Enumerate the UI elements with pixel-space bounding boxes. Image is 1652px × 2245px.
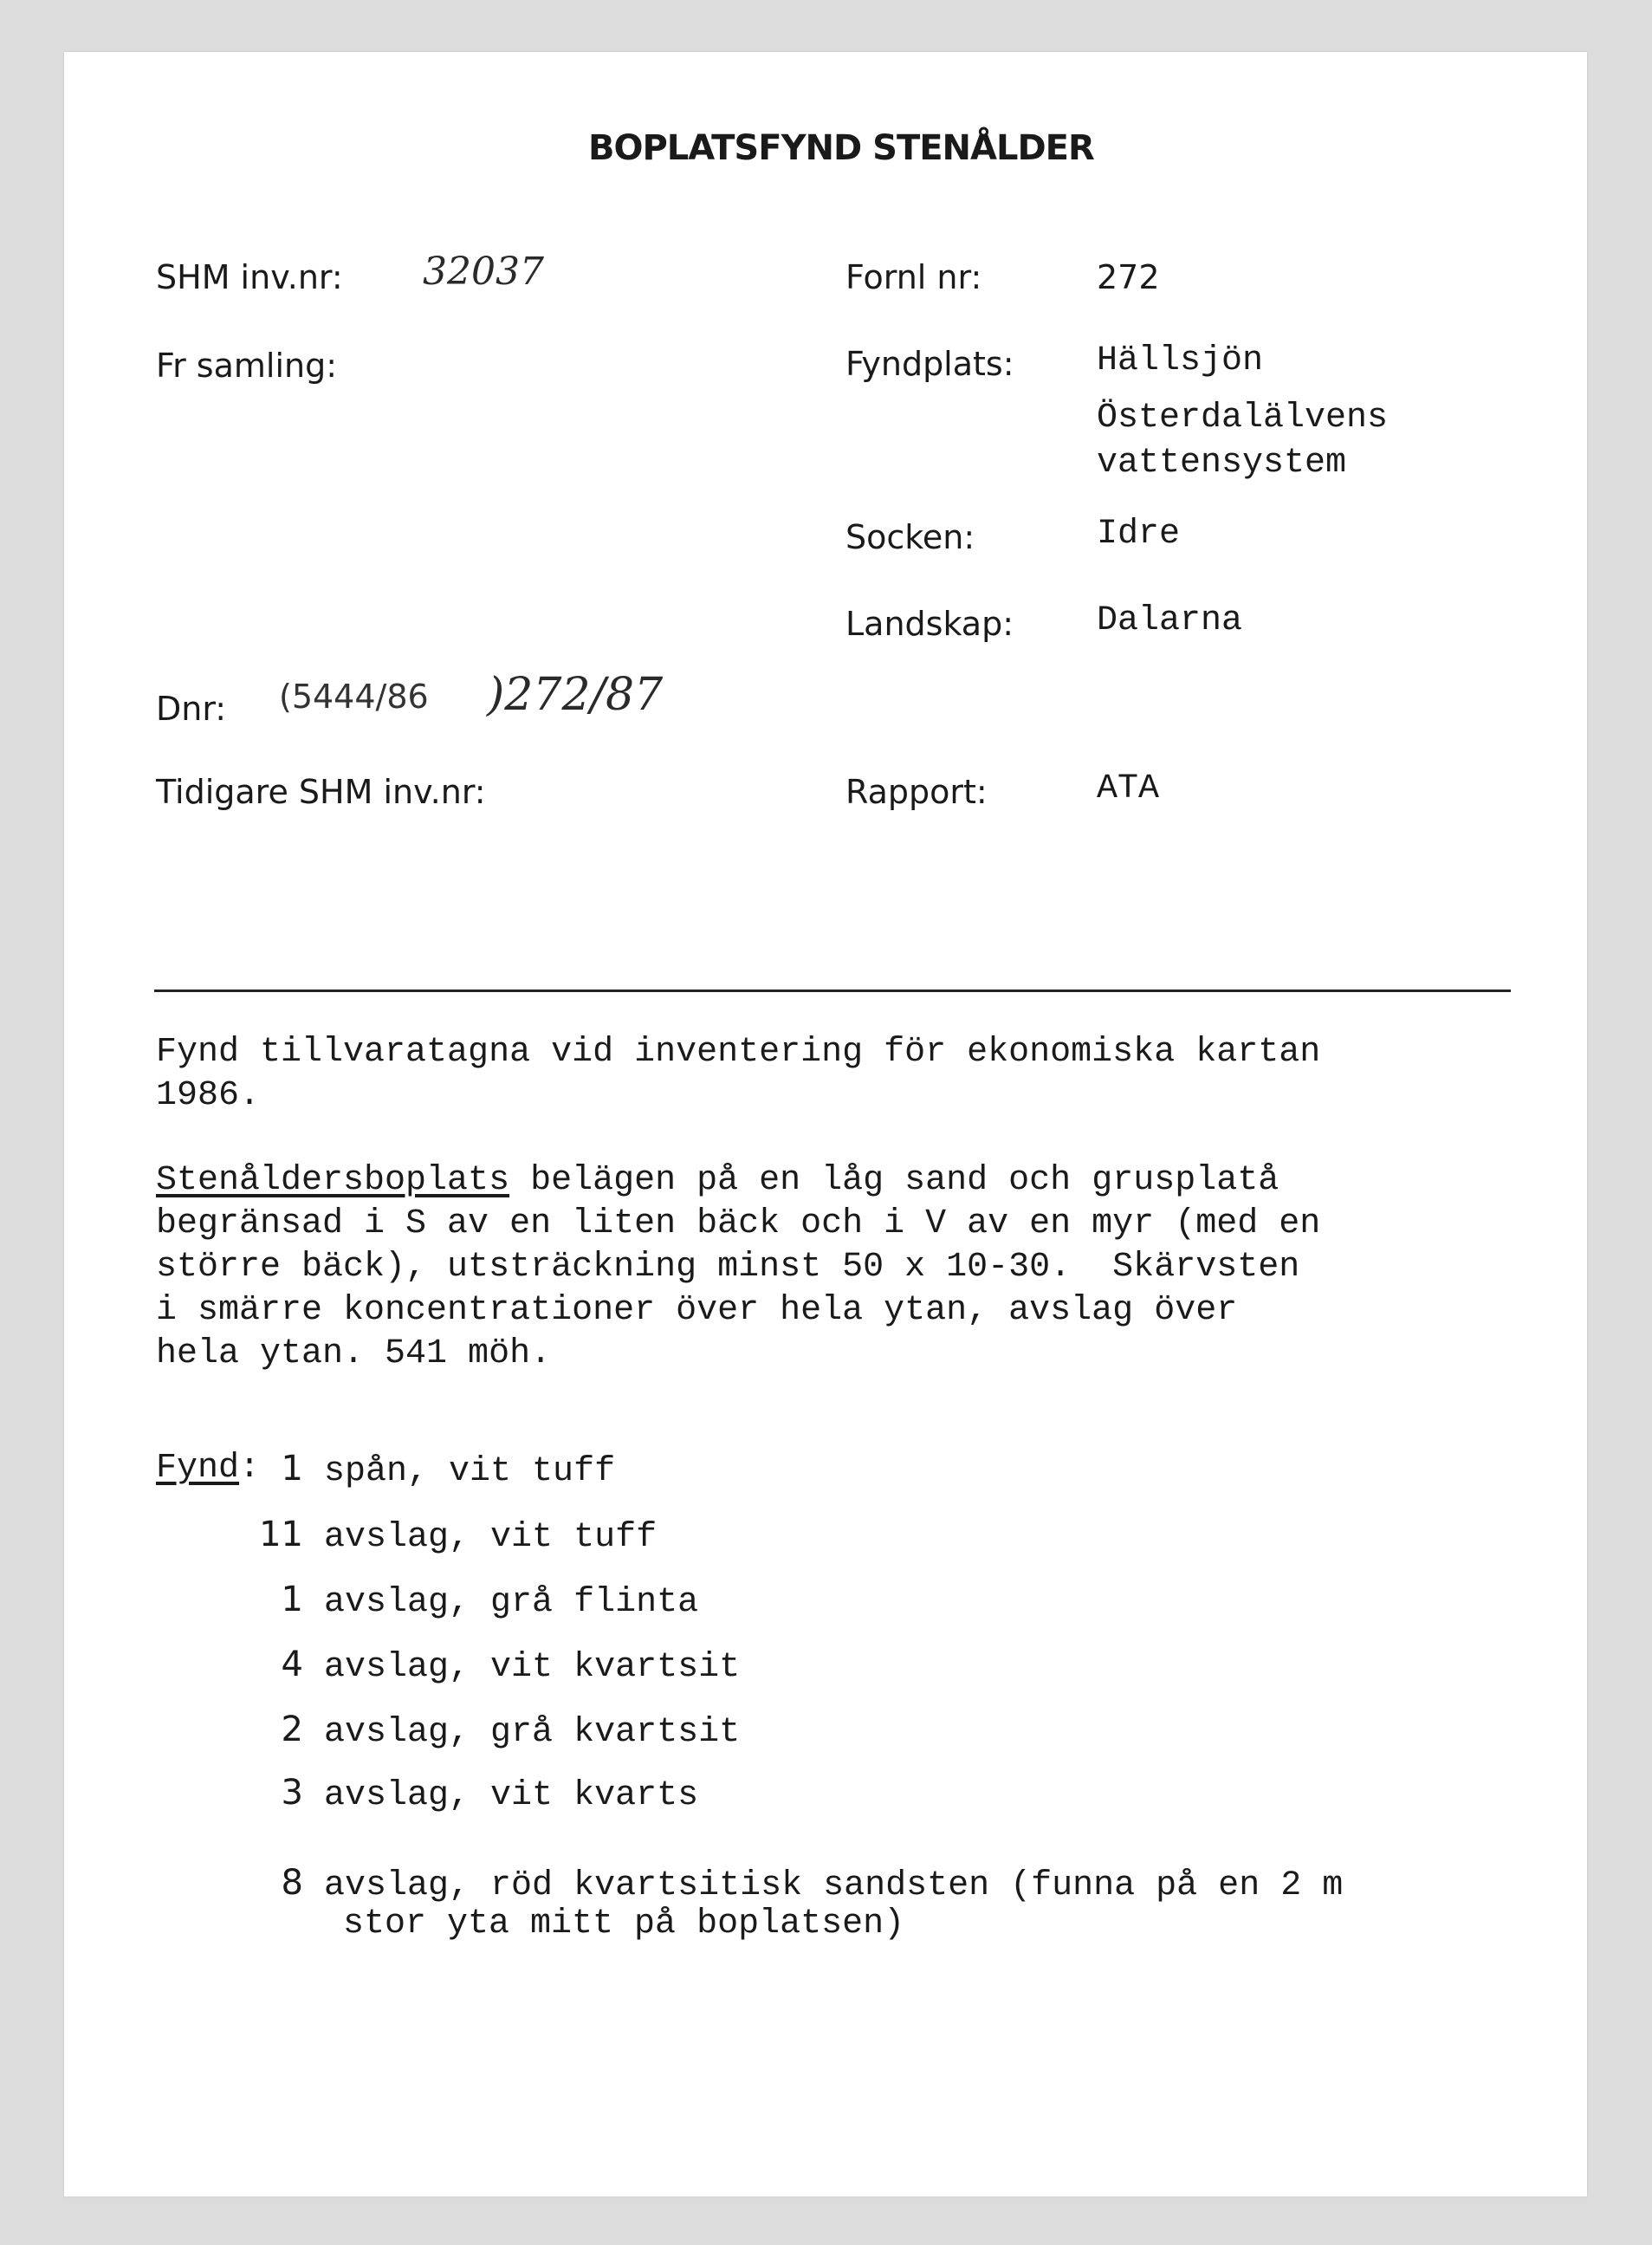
- fr-samling-label: Fr samling:: [156, 347, 338, 385]
- card-title: BOPLATSFYND STENÅLDER: [588, 128, 1094, 168]
- fyndplats-line-3: vattensystem: [1097, 444, 1347, 483]
- index-card: [64, 52, 1587, 2196]
- shm-inv-label: SHM inv.nr:: [156, 258, 343, 296]
- find-item-continuation: stor yta mitt på boplatsen): [343, 1904, 905, 1943]
- description-line-3: större bäck), utsträckning minst 50 x 10-30. Skärvsten: [156, 1248, 1300, 1287]
- intro-line-2: 1986.: [156, 1076, 261, 1115]
- find-item: [246, 1863, 1343, 1905]
- find-text: avslag, röd kvartsitisk sandsten (funna på en 2 m: [324, 1866, 1344, 1905]
- socken-label: Socken:: [845, 518, 975, 556]
- fyndplats-line-1: Hällsjön: [1097, 341, 1264, 380]
- find-item: [246, 1645, 740, 1687]
- find-text: avslag, vit tuff: [324, 1518, 658, 1557]
- find-qty: 2: [281, 1710, 303, 1749]
- dnr-value-handwritten: )272/87: [487, 669, 664, 721]
- landskap-label: Landskap:: [845, 605, 1014, 643]
- fornl-nr-value: 272: [1097, 258, 1160, 296]
- find-item: [246, 1710, 740, 1752]
- description-line-1-rest: belägen på en låg sand och grusplatå: [509, 1161, 1279, 1200]
- find-item: [246, 1515, 657, 1557]
- finds-heading: [156, 1449, 260, 1488]
- find-item: [246, 1449, 615, 1491]
- divider-line: [154, 989, 1511, 992]
- shm-inv-value: 32037: [423, 250, 544, 294]
- fyndplats-line-2: Österdalälvens: [1097, 399, 1389, 438]
- description-line-1: [156, 1159, 1279, 1203]
- find-qty: 4: [281, 1645, 303, 1684]
- find-text: avslag, grå kvartsit: [324, 1713, 741, 1752]
- find-qty: 3: [281, 1773, 303, 1813]
- find-qty: 8: [281, 1863, 303, 1903]
- find-text: avslag, vit kvarts: [324, 1776, 699, 1815]
- description-line-5: hela ytan. 541 möh.: [156, 1334, 552, 1373]
- intro-line-1: Fynd tillvaratagna vid inventering för ekonomiska kartan: [156, 1033, 1321, 1072]
- tidigare-shm-label: Tidigare SHM inv.nr:: [156, 773, 486, 811]
- rapport-value: ATA: [1097, 769, 1160, 808]
- rapport-label: Rapport:: [845, 773, 988, 811]
- fornl-nr-label: Fornl nr:: [845, 258, 982, 296]
- find-qty: 11: [259, 1515, 303, 1554]
- find-qty: 1: [281, 1449, 303, 1489]
- find-item: [246, 1580, 698, 1622]
- find-qty: 1: [281, 1580, 303, 1619]
- find-text: spån, vit tuff: [324, 1452, 616, 1491]
- description-line-2: begränsad i S av en liten bäck och i V av en myr (med en: [156, 1204, 1321, 1243]
- find-text: avslag, vit kvartsit: [324, 1648, 741, 1687]
- dnr-value-typed: (5444/86: [279, 678, 429, 716]
- description-line-4: i smärre koncentrationer över hela ytan, avslag över: [156, 1291, 1238, 1330]
- dnr-label: Dnr:: [156, 690, 227, 728]
- finds-colon: :: [239, 1449, 261, 1488]
- landskap-value: Dalarna: [1097, 601, 1243, 640]
- fyndplats-label: Fyndplats:: [845, 345, 1014, 383]
- find-text: avslag, grå flinta: [324, 1583, 699, 1622]
- socken-value: Idre: [1097, 515, 1181, 554]
- finds-label: Fynd: [156, 1449, 240, 1488]
- find-item: [246, 1773, 698, 1815]
- site-type: Stenåldersboplats: [156, 1161, 510, 1200]
